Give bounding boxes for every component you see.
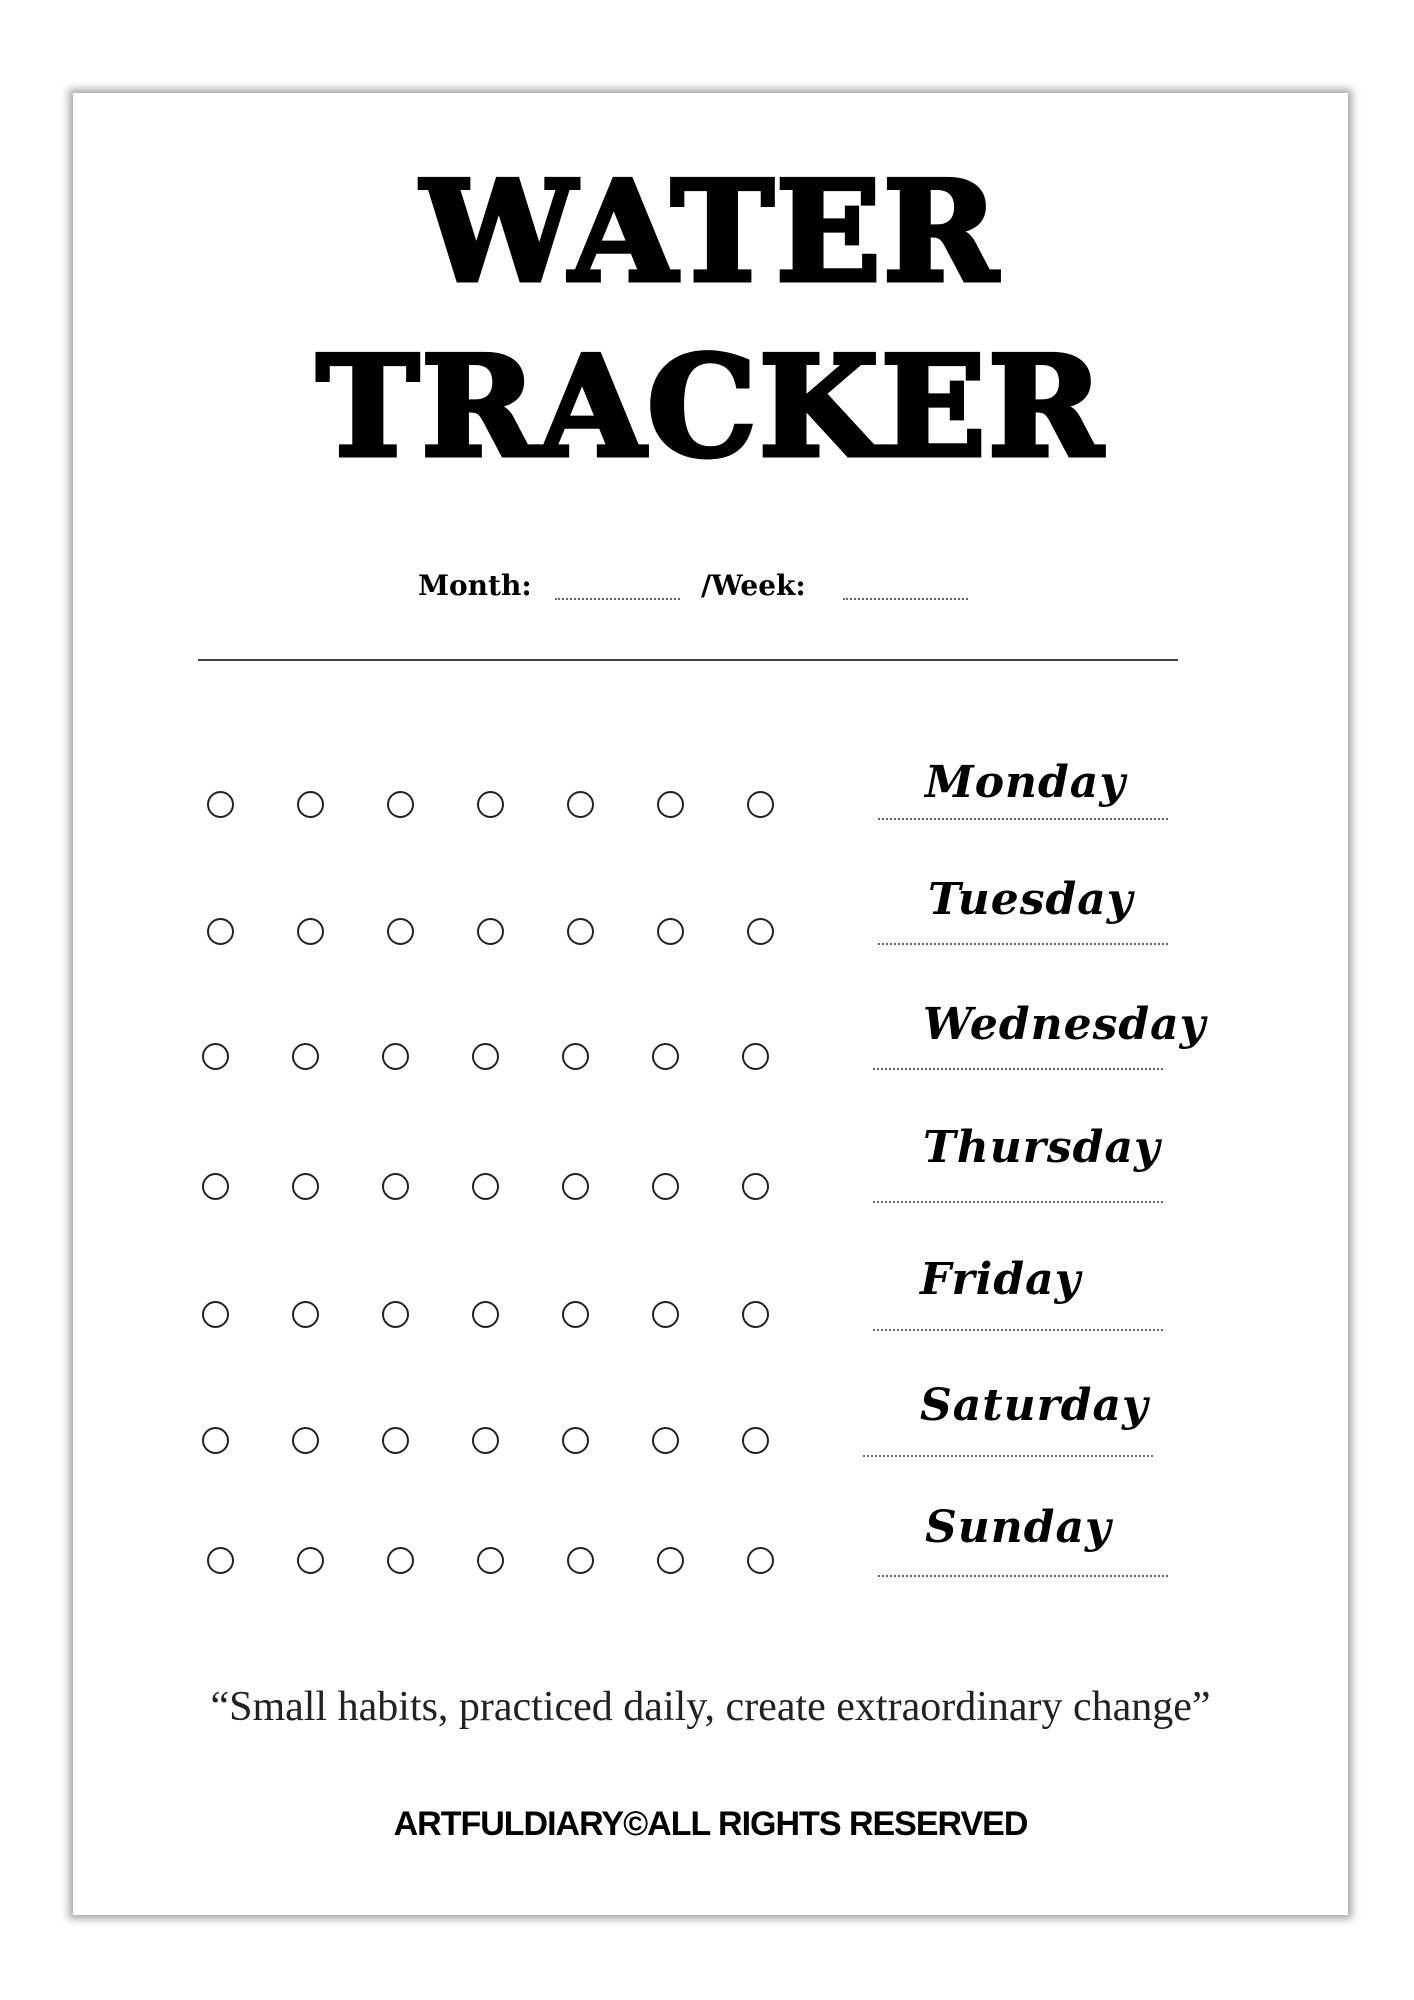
glass-circle[interactable] bbox=[292, 1427, 319, 1454]
glass-circle[interactable] bbox=[202, 1043, 229, 1070]
glass-circle[interactable] bbox=[562, 1427, 589, 1454]
day-label-thursday: Thursday bbox=[923, 1122, 1161, 1173]
day-underline bbox=[873, 1068, 1163, 1070]
glass-circle[interactable] bbox=[477, 1547, 504, 1574]
day-label-tuesday: Tuesday bbox=[928, 874, 1134, 925]
day-underline bbox=[863, 1455, 1153, 1457]
glass-circle[interactable] bbox=[202, 1427, 229, 1454]
glass-circle[interactable] bbox=[382, 1173, 409, 1200]
title-line-1: WATER bbox=[421, 150, 1000, 313]
glass-circle[interactable] bbox=[472, 1301, 499, 1328]
glass-circle[interactable] bbox=[292, 1301, 319, 1328]
glass-circle[interactable] bbox=[297, 1547, 324, 1574]
day-label-sunday: Sunday bbox=[925, 1502, 1112, 1553]
glass-circle[interactable] bbox=[652, 1043, 679, 1070]
glass-circle[interactable] bbox=[652, 1173, 679, 1200]
glass-circle[interactable] bbox=[202, 1301, 229, 1328]
glass-circle[interactable] bbox=[567, 791, 594, 818]
quote-text: “Small habits, practiced daily, create extraordinary change” bbox=[210, 1684, 1211, 1730]
day-label-wednesday: Wednesday bbox=[923, 999, 1207, 1050]
glass-circle[interactable] bbox=[382, 1301, 409, 1328]
title-line-2: TRACKER bbox=[316, 325, 1105, 488]
glass-circle[interactable] bbox=[562, 1043, 589, 1070]
month-week-row bbox=[73, 566, 1348, 606]
tracker-sheet bbox=[73, 93, 1348, 1915]
header-divider bbox=[198, 659, 1178, 661]
glass-circle[interactable] bbox=[207, 1547, 234, 1574]
glass-circle[interactable] bbox=[567, 918, 594, 945]
month-label: Month: bbox=[418, 569, 532, 602]
day-underline bbox=[878, 1575, 1168, 1577]
glass-circle[interactable] bbox=[382, 1043, 409, 1070]
glass-circle[interactable] bbox=[742, 1427, 769, 1454]
glass-circle[interactable] bbox=[292, 1173, 319, 1200]
glass-circle[interactable] bbox=[747, 791, 774, 818]
glass-circle[interactable] bbox=[472, 1043, 499, 1070]
day-underline bbox=[873, 1329, 1163, 1331]
glass-circle[interactable] bbox=[562, 1301, 589, 1328]
glass-circle[interactable] bbox=[382, 1427, 409, 1454]
glass-circle[interactable] bbox=[477, 791, 504, 818]
glass-circle[interactable] bbox=[657, 918, 684, 945]
glass-circle[interactable] bbox=[207, 918, 234, 945]
glass-circle[interactable] bbox=[652, 1301, 679, 1328]
glass-circle[interactable] bbox=[567, 1547, 594, 1574]
day-label-friday: Friday bbox=[920, 1254, 1082, 1305]
week-label: /Week: bbox=[701, 569, 806, 602]
glass-circle[interactable] bbox=[742, 1173, 769, 1200]
glass-circle[interactable] bbox=[742, 1301, 769, 1328]
glass-circle[interactable] bbox=[657, 1547, 684, 1574]
glass-circle[interactable] bbox=[297, 791, 324, 818]
glass-circle[interactable] bbox=[562, 1173, 589, 1200]
glass-circle[interactable] bbox=[292, 1043, 319, 1070]
glass-circle[interactable] bbox=[297, 918, 324, 945]
glass-circle[interactable] bbox=[472, 1427, 499, 1454]
glass-circle[interactable] bbox=[652, 1427, 679, 1454]
glass-circle[interactable] bbox=[657, 791, 684, 818]
day-underline bbox=[878, 943, 1168, 945]
glass-circle[interactable] bbox=[387, 791, 414, 818]
glass-circle[interactable] bbox=[747, 1547, 774, 1574]
glass-circle[interactable] bbox=[742, 1043, 769, 1070]
month-field[interactable] bbox=[555, 598, 680, 600]
glass-circle[interactable] bbox=[747, 918, 774, 945]
day-underline bbox=[873, 1201, 1163, 1203]
glass-circle[interactable] bbox=[472, 1173, 499, 1200]
glass-circle[interactable] bbox=[387, 1547, 414, 1574]
day-label-saturday: Saturday bbox=[920, 1380, 1149, 1431]
glass-circle[interactable] bbox=[477, 918, 504, 945]
copyright-footer: ARTFULDIARY©ALL RIGHTS RESERVED bbox=[393, 1805, 1028, 1843]
glass-circle[interactable] bbox=[202, 1173, 229, 1200]
day-underline bbox=[878, 818, 1168, 820]
glass-circle[interactable] bbox=[207, 791, 234, 818]
day-label-monday: Monday bbox=[925, 757, 1126, 808]
glass-circle[interactable] bbox=[387, 918, 414, 945]
week-field[interactable] bbox=[843, 598, 968, 600]
